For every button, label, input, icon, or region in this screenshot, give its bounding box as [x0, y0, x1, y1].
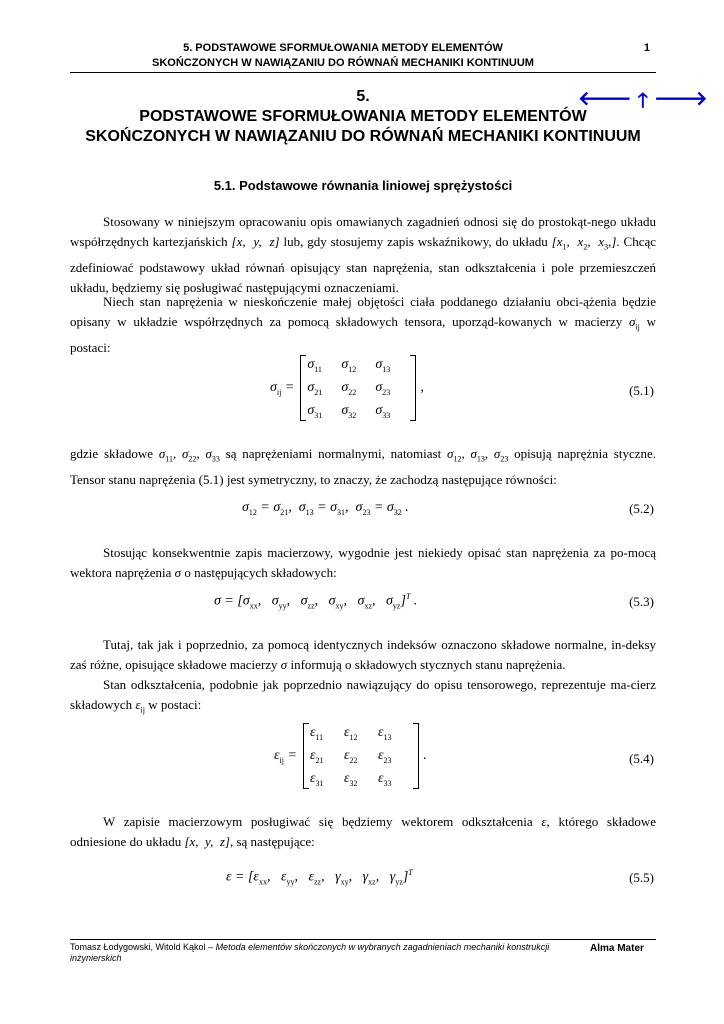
paragraph-2: Niech stan naprężenia w nieskończenie małej objętości ciała poddanego działaniu obci-ążenia będzie opisany w układzie współrzędnych za pomocą składowych tensora, uporząd-kowanych w macierzy $\sigma_{ij}$ w postaci:: [70, 294, 657, 355]
footer-book-title: Metoda elementów skończonych w wybranych zagadnieniach mechaniki konstrukcji inżynierskich: [70, 942, 550, 963]
page-number: 1: [643, 42, 650, 54]
paragraph-4: Stosując konsekwentnie zapis macierzowy, wygodnie jest niekiedy opisać stan naprężenia za po-mocą wektora naprężenia σ o następujących składowych:: [70, 545, 656, 580]
next-arrow-icon[interactable]: 🡒: [654, 88, 708, 110]
chapter-title-line2: SKOŃCZONYCH W NAWIĄZANIU DO RÓWNAŃ MECHANIKI KONTINUUM: [85, 128, 641, 145]
paragraph-5: Tutaj, tak jak i poprzednio, za pomocą identycznych indeksów oznaczono składowe normalne, in-deksy zaś różne, opisujące składowe macierzy σ informują o składowych stycznych stanu naprężenia.: [70, 637, 656, 672]
chapter-number: 5.: [356, 88, 370, 105]
paragraph-6: Stan odkształcenia, podobnie jak poprzednio nawiązujący do opisu tensorowego, reprezentuje ma-cierz składowych $\varepsilon_{ij}$ w postaci:: [70, 677, 656, 715]
footer-divider: [70, 939, 656, 940]
equation-number-5-5: (5.5): [629, 870, 654, 885]
up-arrow-icon[interactable]: 🡑: [637, 90, 649, 112]
prev-arrow-icon[interactable]: 🡐: [578, 88, 632, 110]
equation-number-5-1: (5.1): [629, 383, 654, 398]
equation-number-5-3: (5.3): [629, 594, 654, 609]
header-divider: [70, 72, 656, 73]
equation-number-5-2: (5.2): [629, 501, 654, 516]
running-header: [70, 41, 656, 71]
paragraph-3: gdzie składowe $\sigma_{11}$, $\sigma_{22}$, $\sigma_{33}$ są naprężeniami normalnymi, natomiast $\sigma_{12}$, $\sigma_{13}$, $\sigma_{23}$ opisują naprężnia styczne. Tensor stanu naprężenia (5.1) jest symetryczny, to znaczy, że zachodzą następujące równości:: [70, 446, 657, 487]
section-title: 5.1. Podstawowe równania liniowej sprężystości: [213, 178, 513, 193]
running-header-line1: 5. PODSTAWOWE SFORMUŁOWANIA METODY ELEMENTÓW: [183, 42, 503, 54]
footer-authors: Tomasz Łodygowski, Witold Kąkol –: [70, 942, 216, 952]
paragraph-7: W zapisie macierzowym posługiwać się będziemy wektorem odkształcenia ε, którego składowe odniesione do układu [x, y, z], są następujące:: [70, 814, 657, 849]
equation-number-5-4: (5.4): [629, 751, 654, 766]
footer-citation: [70, 942, 580, 964]
running-header-line2: SKOŃCZONYCH W NAWIĄZANIU DO RÓWNAŃ MECHANIKI KONTINUUM: [152, 57, 534, 69]
footer-publisher: Alma Mater: [590, 943, 644, 954]
paragraph-1: Stosowany w niniejszym opracowaniu opis omawianych zagadnień odnosi się do prostokąt-nego układu współrzędnych kartezjańskich [x, y, z] lub, gdy stosujemy zapis wskaźnikowy, do układu [$x_1$, $x_2$, $x_3$,]. Chcąc zdefiniować podstawowy układ równań opisujący stan naprężenia, stan odkształcenia i pole przemieszczeń układu, będziemy się posługiwać następującymi oznaczeniami.: [70, 214, 657, 295]
chapter-title-line1: PODSTAWOWE SFORMUŁOWANIA METODY ELEMENTÓW: [139, 108, 587, 125]
